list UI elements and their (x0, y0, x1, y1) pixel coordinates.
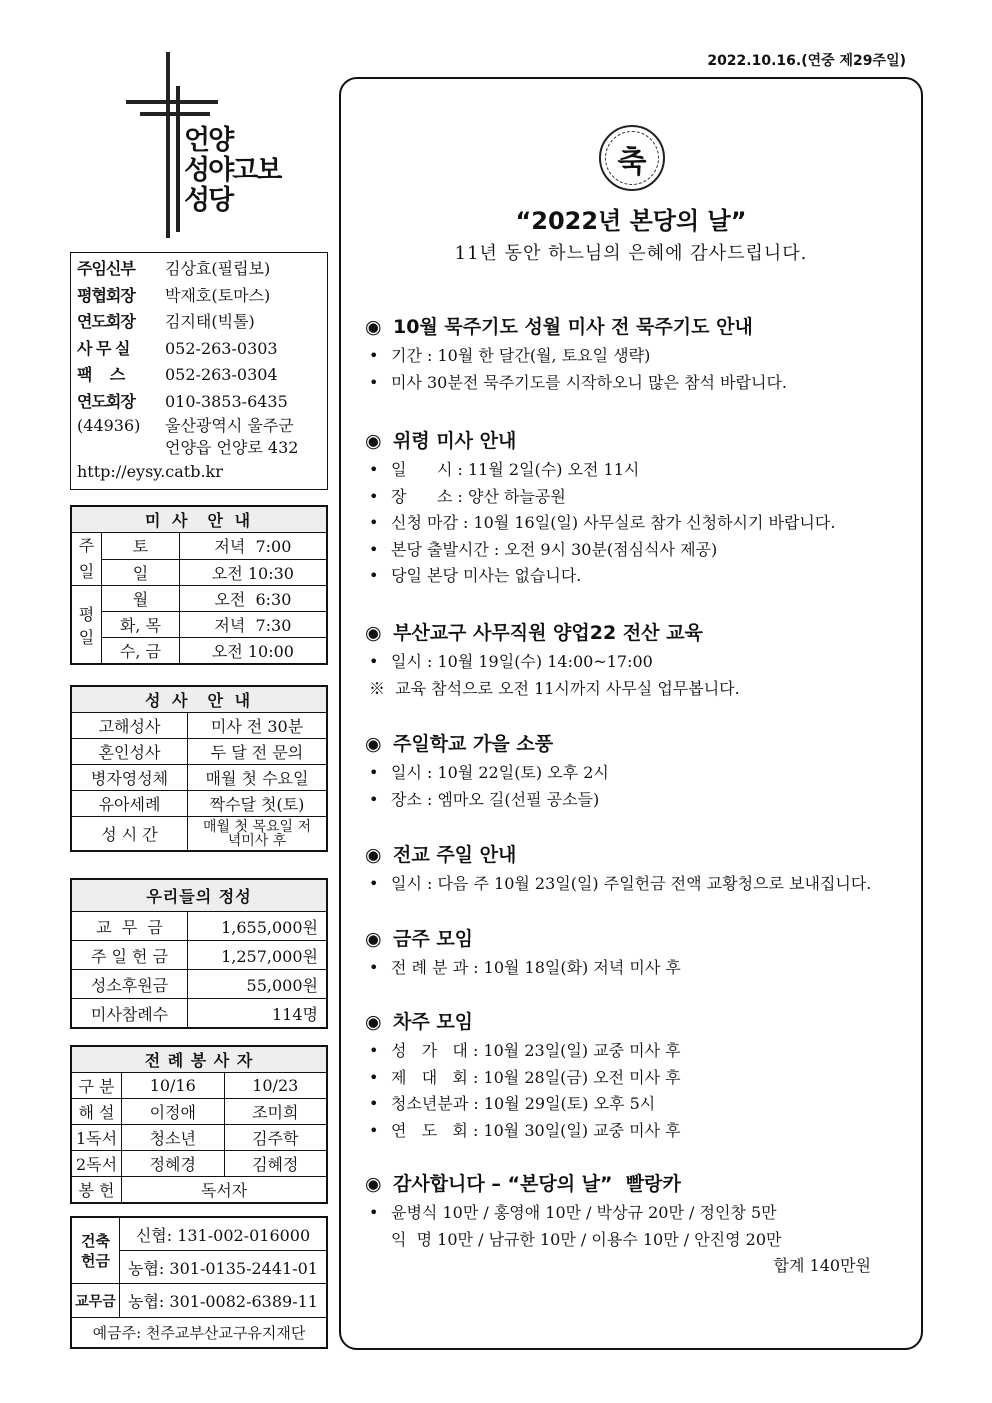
notice-section (365, 618, 911, 702)
servers-date: 10/16 (122, 1073, 225, 1099)
bullet-icon: • (369, 789, 379, 809)
notice-item: 일시 : 다음 주 10월 23일(일) 주일헌금 전액 교황청으로 보내집니다. (391, 874, 872, 893)
servers-date: 10/23 (224, 1073, 327, 1099)
bullet-icon: • (369, 539, 379, 559)
parish-name-line2: 성야고보 (184, 155, 281, 186)
bullseye-icon: ◉ (365, 928, 382, 950)
bullet-icon: • (369, 372, 379, 392)
offering-name: 성소후원금 (72, 970, 188, 999)
account-number: 농협: 301-0135-2441-01 (120, 1251, 327, 1284)
bullet-icon: • (369, 1094, 379, 1113)
parish-name-line1: 언양 (184, 125, 233, 156)
dues-label: 교무금 (72, 1284, 120, 1318)
notice-item: 장소 : 엠마오 길(선필 공소들) (391, 789, 600, 809)
sacrament-title: 성 사 안 내 (72, 687, 327, 713)
legion-label: 연도회장 (77, 312, 135, 331)
postal-code: (44936) (77, 416, 141, 435)
notice-item: 청소년분과 : 10월 29일(토) 오후 5시 (391, 1094, 656, 1113)
sacrament-value: 두 달 전 문의 (188, 739, 327, 765)
mass-schedule (70, 505, 328, 665)
server-role: 봉 헌 (72, 1177, 122, 1203)
offering-name: 미사참례수 (72, 999, 188, 1028)
parish-name-line3: 성당 (184, 185, 233, 216)
server-name: 이정애 (122, 1099, 225, 1125)
server-role: 해 설 (72, 1099, 122, 1125)
notice-item: 장 소 : 양산 하늘공원 (391, 486, 566, 506)
pastor-label: 주임신부 (77, 259, 135, 278)
council-label: 평협회장 (77, 285, 135, 305)
servers-header-label: 구 분 (72, 1073, 122, 1099)
bullet-icon: • (369, 1203, 379, 1222)
notice-item: 미사 30분전 묵주기도를 시작하오니 많은 참석 바랍니다. (391, 372, 787, 392)
cross-icon-bar2 (140, 112, 210, 116)
section-heading: 감사합니다 – “본당의 날” 빨랑카 (393, 1173, 681, 1195)
liturgy-servers (70, 1045, 328, 1204)
bullet-icon: • (369, 486, 379, 506)
offering-name: 교 무 금 (72, 912, 188, 941)
fax-number: 052-263-0304 (165, 365, 278, 384)
notice-item: 제 대 회 : 10월 28일(금) 오전 미사 후 (391, 1067, 681, 1087)
notice-board (339, 77, 923, 1350)
issue-date: 2022.10.16.(연중 제29주일) (707, 53, 906, 69)
sacrament-name: 고해성사 (72, 713, 188, 739)
bullet-icon: • (369, 763, 379, 782)
cross-icon (166, 52, 170, 238)
bullet-icon: • (369, 874, 379, 893)
sunday-label: 주일 (72, 533, 102, 586)
server-name: 정혜경 (122, 1151, 225, 1177)
donor-list: 익 명 10만 / 남규한 10만 / 이용수 10만 / 안진영 20만 (391, 1229, 782, 1249)
bullet-icon: • (369, 652, 379, 671)
bullseye-icon: ◉ (365, 430, 382, 452)
bullet-icon: • (369, 1120, 379, 1140)
account-number: 신협: 131-002-016000 (120, 1218, 327, 1251)
notice-section (365, 840, 911, 898)
legion2-phone: 010-3853-6435 (165, 391, 288, 411)
parish-name (184, 126, 280, 216)
bullet-icon: • (369, 346, 379, 365)
sacrament-info (70, 685, 328, 852)
bullet-icon: • (369, 958, 379, 977)
main-subtitle: 11년 동안 하느님의 은혜에 감사드립니다. (454, 243, 808, 264)
cross-icon-part (176, 86, 180, 232)
section-heading: 차주 모임 (393, 1011, 474, 1033)
bullseye-icon: ◉ (365, 316, 382, 338)
weekday-label: 평일 (72, 586, 102, 664)
parish-logo (122, 52, 292, 238)
bullet-icon: • (369, 1067, 379, 1087)
cross-icon-bar (126, 100, 218, 104)
mass-title: 미 사 안 내 (72, 507, 327, 533)
address-line2: 언양읍 언양로 432 (165, 438, 299, 457)
offering-value: 114명 (188, 999, 327, 1028)
notice-note: ※ 교육 참석으로 오전 11시까지 사무실 업무봅니다. (369, 678, 740, 698)
sacrament-name: 유아세례 (72, 791, 188, 817)
mass-day: 화, 목 (102, 612, 180, 638)
section-heading: 10월 묵주기도 성월 미사 전 묵주기도 안내 (393, 316, 753, 338)
mass-day: 토 (102, 533, 180, 560)
fax-label: 팩 스 (77, 365, 125, 384)
account-holder: 예금주: 천주교부산교구유지재단 (72, 1318, 327, 1348)
sacrament-name: 병자영성체 (72, 765, 188, 791)
mass-time: 오전 10:30 (179, 559, 326, 586)
server-role: 1독서 (72, 1125, 122, 1151)
bullseye-icon: ◉ (365, 1173, 382, 1195)
notice-item: 일시 : 10월 22일(토) 오후 2시 (391, 763, 609, 782)
bank-accounts (70, 1216, 328, 1349)
offering-info (70, 878, 328, 1029)
pastor-value: 김상효(필립보) (165, 259, 271, 278)
notice-section (365, 426, 911, 590)
mass-day: 일 (102, 559, 180, 586)
building-fund-label: 건축헌금 (72, 1218, 120, 1284)
offering-name: 주 일 헌 금 (72, 941, 188, 970)
server-name: 독서자 (122, 1177, 327, 1203)
notice-section (365, 312, 911, 396)
notice-item: 신청 마감 : 10월 16일(일) 사무실로 참가 신청하시기 바랍니다. (391, 513, 836, 532)
mass-time: 저녁 7:30 (179, 612, 326, 638)
mass-time: 저녁 7:00 (179, 533, 326, 560)
offering-value: 1,257,000원 (188, 941, 327, 970)
offering-value: 1,655,000원 (188, 912, 327, 941)
donation-total: 합계 140만원 (773, 1256, 871, 1275)
section-heading: 위령 미사 안내 (393, 430, 517, 452)
server-name: 김주학 (224, 1125, 327, 1151)
server-name: 조미희 (224, 1099, 327, 1125)
notice-item: 연 도 회 : 10월 30일(일) 교중 미사 후 (391, 1120, 681, 1140)
celebration-emblem-icon (599, 125, 665, 191)
sacrament-value: 미사 전 30분 (188, 713, 327, 739)
parish-url[interactable]: http://eysy.catb.kr (77, 462, 223, 481)
sacrament-value: 매월 첫 목요일 저녁미사 후 (188, 817, 327, 851)
section-heading: 전교 주일 안내 (393, 844, 517, 866)
bullet-icon: • (369, 460, 379, 479)
address-line1: 울산광역시 울주군 (165, 416, 294, 435)
mass-time: 오전 6:30 (179, 586, 326, 612)
bullet-icon: • (369, 566, 379, 585)
bullseye-icon: ◉ (365, 1011, 382, 1033)
section-heading: 금주 모임 (393, 928, 474, 950)
offering-value: 55,000원 (188, 970, 327, 999)
notice-section (365, 924, 911, 982)
server-name: 김혜정 (224, 1151, 327, 1177)
main-title: “2022년 본당의 날” (515, 207, 747, 235)
notice-item: 일시 : 10월 19일(수) 14:00~17:00 (391, 652, 653, 671)
notice-section (365, 729, 911, 813)
sacrament-name: 혼인성사 (72, 739, 188, 765)
donor-list: 윤병식 10만 / 홍영애 10만 / 박상규 20만 / 정인창 5만 (391, 1203, 777, 1222)
section-heading: 주일학교 가을 소풍 (393, 733, 554, 755)
mass-day: 수, 금 (102, 638, 180, 664)
section-heading: 부산교구 사무직원 양업22 전산 교육 (393, 622, 703, 644)
parish-info (70, 252, 328, 490)
bullet-icon: • (369, 1041, 379, 1060)
mass-day: 월 (102, 586, 180, 612)
offering-title: 우리들의 정성 (72, 880, 327, 912)
notice-item: 기간 : 10월 한 달간(월, 토요일 생략) (391, 346, 651, 365)
notice-section (365, 1169, 911, 1279)
sacrament-name: 성 시 간 (72, 817, 188, 851)
servers-title: 전 례 봉 사 자 (72, 1047, 327, 1073)
notice-item: 전 례 분 과 : 10월 18일(화) 저녁 미사 후 (391, 958, 681, 977)
legion2-label: 연도회장 (77, 391, 135, 411)
notice-item: 당일 본당 미사는 없습니다. (391, 566, 582, 585)
sacrament-value: 매월 첫 수요일 (188, 765, 327, 791)
council-value: 박재호(토마스) (165, 285, 271, 305)
bullseye-icon: ◉ (365, 733, 382, 755)
account-number: 농협: 301-0082-6389-11 (120, 1284, 327, 1318)
emblem-char: 축 (617, 145, 647, 180)
legion-value: 김지태(빅톨) (165, 312, 255, 331)
notice-section (365, 1007, 911, 1144)
notice-item: 성 가 대 : 10월 23일(일) 교중 미사 후 (391, 1041, 681, 1060)
server-role: 2독서 (72, 1151, 122, 1177)
notice-item: 본당 출발시간 : 오전 9시 30분(점심식사 제공) (391, 539, 718, 559)
office-label: 사 무 실 (77, 338, 130, 358)
notice-item: 일 시 : 11월 2일(수) 오전 11시 (391, 460, 640, 479)
bullet-icon: • (369, 513, 379, 532)
bullseye-icon: ◉ (365, 844, 382, 866)
sacrament-value: 짝수달 첫(토) (188, 791, 327, 817)
server-name: 청소년 (122, 1125, 225, 1151)
bullseye-icon: ◉ (365, 622, 382, 644)
office-phone: 052-263-0303 (165, 338, 278, 358)
mass-time: 오전 10:00 (179, 638, 326, 664)
